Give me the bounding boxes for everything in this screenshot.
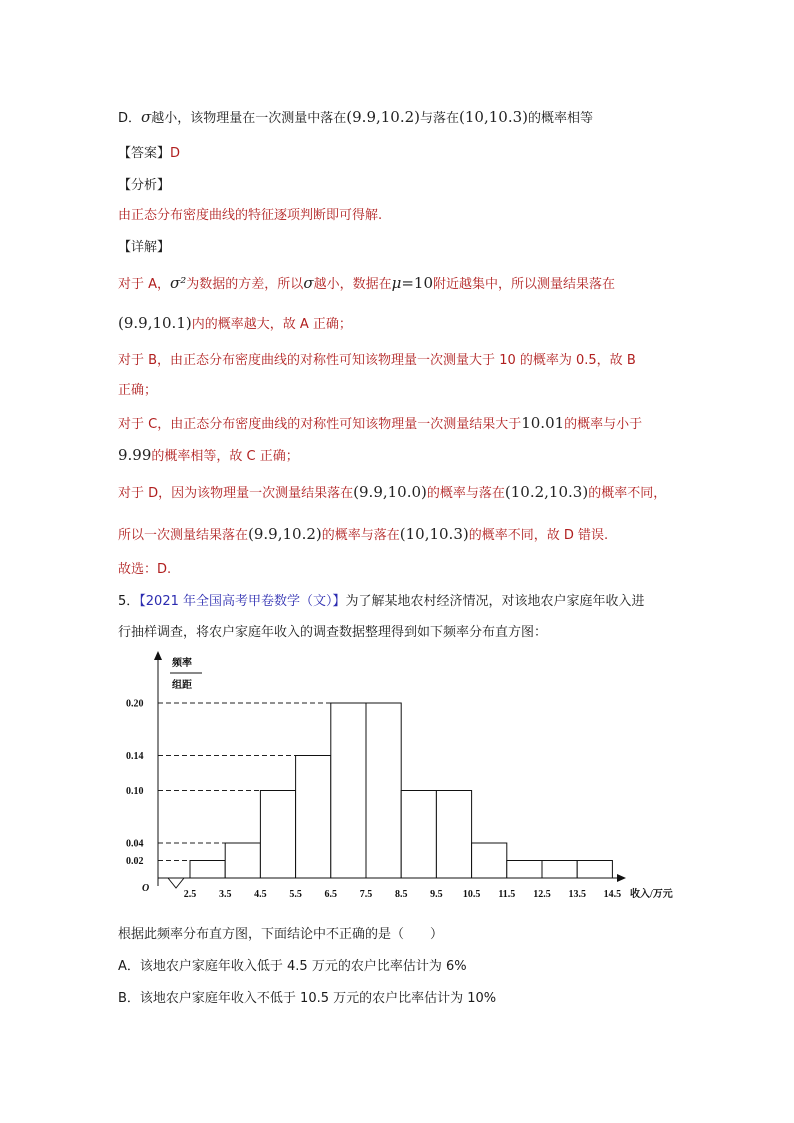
detail-b-line-2: 正确； [118, 383, 158, 398]
x-tick-label: 8.5 [394, 889, 408, 900]
analysis-text: 由正态分布密度曲线的特征逐项判断即可得解. [118, 208, 383, 223]
y-tick-label: 0.04 [126, 838, 144, 850]
interval: (9.9,10.2) [346, 108, 421, 126]
detail-text: 对于 D，因为该物理量一次测量结果落在 [118, 486, 354, 501]
sigma-symbol: σ [141, 108, 152, 126]
answer-value: D [170, 146, 181, 161]
histogram-bar [542, 861, 577, 879]
interval: (9.9,10.2) [248, 525, 322, 543]
histogram-bar [331, 703, 366, 878]
y-axis-arrow [154, 651, 162, 660]
y-tick-label: 0.20 [126, 698, 144, 710]
mu-symbol: μ [391, 274, 402, 292]
question-5-line-2: 行抽样调查，将农户家庭年收入的调查数据整理得到如下频率分布直方图： [118, 625, 548, 640]
detail-text: 的概率为 0.5，故 B [519, 353, 636, 368]
x-tick-label: 6.5 [324, 889, 338, 900]
x-tick-label: 11.5 [498, 889, 516, 900]
x-axis-label: 收入/万元 [630, 889, 673, 900]
sigma-symbol: σ [303, 274, 314, 292]
answer-line [118, 145, 180, 163]
question-5-line-1 [118, 593, 645, 611]
histogram-bar [472, 843, 507, 878]
x-tick-label: 14.5 [603, 889, 622, 900]
interval: (10,10.3) [399, 525, 469, 543]
histogram-bar [260, 791, 295, 879]
interval: (9.9,10.0) [353, 483, 427, 501]
x-tick-label: 10.5 [462, 889, 481, 900]
y-label-top: 频率 [172, 658, 192, 669]
x-axis-arrow [617, 874, 626, 882]
detail-d-line-1 [118, 483, 666, 503]
origin-label: O [142, 883, 150, 894]
detail-text: 的概率与落在 [426, 486, 505, 501]
histogram-bar [296, 756, 331, 879]
histogram-bar [507, 861, 542, 879]
histogram-bar [225, 843, 260, 878]
detail-text: 的概率不同，故 D 错误. [468, 528, 609, 543]
detail-text: 对于 B，由正态分布密度曲线的对称性可知该物理量一次测量大于 [118, 353, 496, 368]
detail-b-line-1 [118, 352, 636, 370]
option-d-label: D． [118, 111, 142, 126]
y-tick-label: 0.14 [126, 751, 144, 762]
histogram-bar [401, 791, 436, 879]
variance-symbol: σ² [170, 274, 187, 292]
question-number: 5． [118, 594, 140, 609]
y-label-bottom: 组距 [172, 680, 192, 691]
detail-d-line-2 [118, 525, 608, 545]
detail-text: 附近越集中，所以测量结果落在 [432, 277, 615, 292]
x-tick-label: 9.5 [430, 889, 443, 900]
detail-text: 的概率相等，故 C 正确； [151, 449, 299, 464]
detail-text: 对于 C，由正态分布密度曲线的对称性可知该物理量一次测量结果大于 [118, 417, 522, 432]
detail-text: 内的概率越大，故 A 正确； [191, 317, 352, 332]
equation: =10 [401, 274, 433, 292]
question-text: 为了解某地农村经济情况，对该地农户家庭年收入进 [345, 594, 645, 609]
interval: (9.9,10.1) [118, 314, 192, 332]
number: 10 [495, 353, 520, 368]
detail-text: 为数据的方差，所以 [186, 277, 304, 292]
histogram-bar [577, 861, 612, 879]
detail-c-line-2 [118, 446, 299, 466]
x-tick-label: 2.5 [183, 889, 197, 900]
x-tick-label: 13.5 [568, 889, 586, 900]
y-tick-labels [126, 699, 144, 868]
detail-a-line-1 [118, 274, 615, 294]
detail-text: 的概率不同， [588, 486, 667, 501]
option-d [118, 108, 593, 128]
x-tick-label: 7.5 [359, 889, 373, 900]
x-tick-label: 3.5 [218, 889, 232, 900]
number: 10.01 [521, 414, 565, 432]
axis-break [168, 878, 184, 888]
answer-label: 【答案】 [118, 146, 171, 161]
y-tick-label: 0.10 [126, 786, 144, 797]
detail-text: 对于 A， [118, 277, 171, 292]
question-5-prompt: 根据此频率分布直方图，下面结论中不正确的是（ ） [118, 927, 444, 942]
detail-label: 【详解】 [118, 240, 171, 255]
frequency-histogram [110, 648, 700, 904]
interval: (10,10.3) [459, 108, 528, 126]
x-tick-label: 4.5 [254, 889, 267, 900]
option-b: B．该地农户家庭年收入不低于 10.5 万元的农户比率估计为 10% [118, 991, 497, 1006]
option-d-text-1: 越小，该物理量在一次测量中落在 [151, 111, 347, 126]
histogram-bars [190, 703, 612, 878]
detail-a-line-2 [118, 314, 352, 334]
detail-text: 越小，数据在 [313, 277, 392, 292]
final-answer: 故选：D. [118, 562, 172, 577]
detail-text: 的概率与落在 [321, 528, 400, 543]
analysis-label: 【分析】 [118, 178, 171, 193]
x-tick-label: 12.5 [533, 889, 551, 900]
number: 9.99 [118, 446, 152, 464]
histogram-bar [190, 861, 225, 879]
option-a: A．该地农户家庭年收入低于 4.5 万元的农户比率估计为 6% [118, 959, 467, 974]
detail-c-line-1 [118, 414, 642, 434]
detail-text: 的概率与小于 [564, 417, 643, 432]
option-d-text-3: 的概率相等 [528, 111, 594, 126]
option-d-text-2: 与落在 [420, 111, 460, 126]
y-tick-label: 0.02 [126, 856, 144, 867]
x-tick-labels [184, 889, 621, 900]
histogram-bar [436, 791, 471, 879]
x-tick-label: 5.5 [289, 889, 302, 900]
histogram-bar [366, 703, 401, 878]
question-source: 【2021 年全国高考甲卷数学（文）】 [139, 594, 346, 609]
detail-text: 所以一次测量结果落在 [118, 528, 249, 543]
interval: (10.2,10.3) [504, 483, 589, 501]
